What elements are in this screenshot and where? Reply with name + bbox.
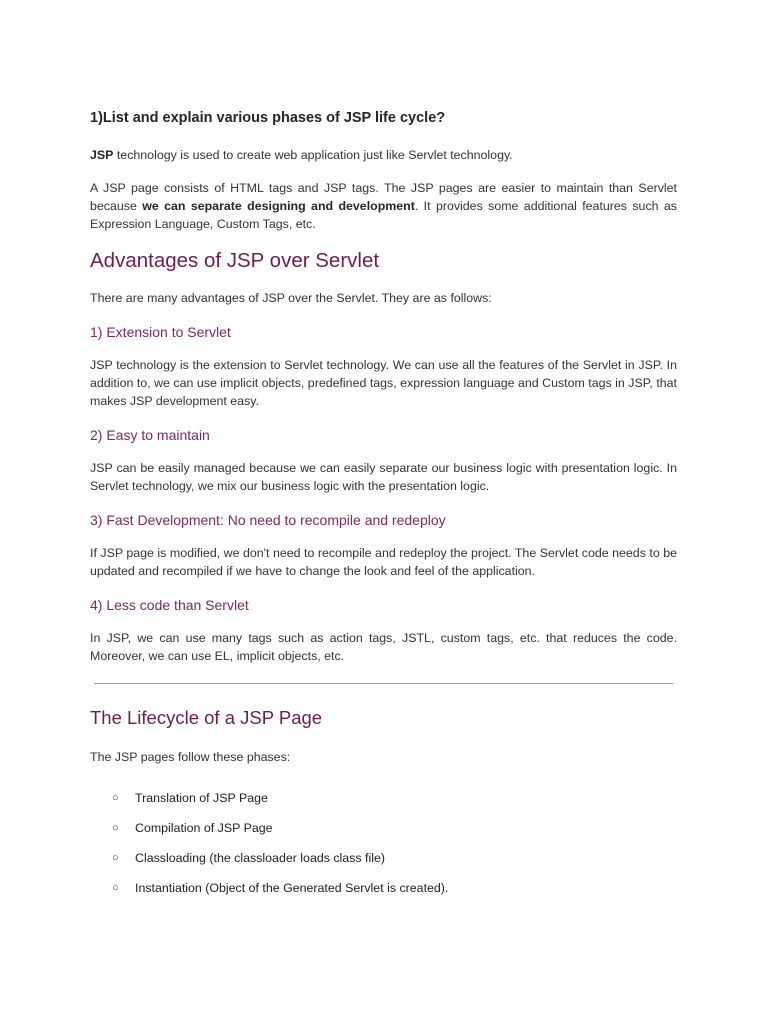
advantage-text-2: JSP can be easily managed because we can easily separate our business logic with presentation logic. In Servlet technology, we mix our business logic with the presentation logic.: [90, 461, 677, 493]
advantage-heading-4: 4) Less code than Servlet: [90, 597, 249, 613]
phase-label: Instantiation (Object of the Generated Servlet is created).: [135, 881, 449, 895]
list-item: [90, 849, 677, 879]
question-heading: 1)List and explain various phases of JSP life cycle?: [90, 110, 446, 126]
intro-paragraph-1: [90, 146, 677, 164]
intro2-text-end: . It provides some additional features such as Expression Language, Custom Tags, etc.: [90, 199, 677, 231]
circle-bullet-icon: ○: [112, 822, 119, 834]
advantage-heading-2: 2) Easy to maintain: [90, 427, 210, 443]
advantages-heading: Advantages of JSP over Servlet: [90, 249, 380, 272]
document-content: [90, 108, 677, 909]
advantage-text-4: In JSP, we can use many tags such as action tags, JSTL, custom tags, etc. that reduces the code. Moreover, we can use EL, implicit objects, etc.: [90, 631, 677, 663]
intro2-text-start: A JSP page consists of HTML tags and JSP tags. The JSP pages are easier to maintain than Servlet because: [90, 181, 677, 213]
intro-text: technology is used to create web application just like Servlet technology.: [113, 148, 513, 162]
phase-label: Classloading (the classloader loads class file): [135, 851, 385, 865]
lifecycle-heading: The Lifecycle of a JSP Page: [90, 707, 323, 728]
phase-label: Compilation of JSP Page: [135, 821, 273, 835]
section-divider: [94, 683, 673, 684]
circle-bullet-icon: ○: [112, 852, 119, 864]
intro2-bold-phrase: we can separate designing and development: [142, 199, 415, 213]
lifecycle-intro: The JSP pages follow these phases:: [90, 750, 291, 764]
circle-bullet-icon: ○: [112, 882, 119, 894]
phases-list: [90, 789, 677, 909]
advantage-text-1: JSP technology is the extension to Servlet technology. We can use all the features of the Servlet in JSP. In addition to, we can use implicit objects, predefined tags, expression language and Custom tags in JSP, that makes JSP development easy.: [90, 358, 677, 408]
intro-paragraph-2: [90, 179, 677, 233]
advantage-heading-1: 1) Extension to Servlet: [90, 324, 231, 340]
advantage-heading-3: 3) Fast Development: No need to recompile and redeploy: [90, 512, 446, 528]
phase-label: Translation of JSP Page: [135, 791, 268, 805]
list-item: [90, 789, 677, 819]
advantages-intro: There are many advantages of JSP over the Servlet. They are as follows:: [90, 291, 492, 305]
list-item: [90, 879, 677, 909]
intro-bold-term: JSP: [90, 148, 114, 162]
circle-bullet-icon: ○: [112, 792, 119, 804]
advantage-text-3: If JSP page is modified, we don't need to recompile and redeploy the project. The Servlet code needs to be updated and recompiled if we have to change the look and feel of the application.: [90, 546, 677, 578]
list-item: [90, 819, 677, 849]
